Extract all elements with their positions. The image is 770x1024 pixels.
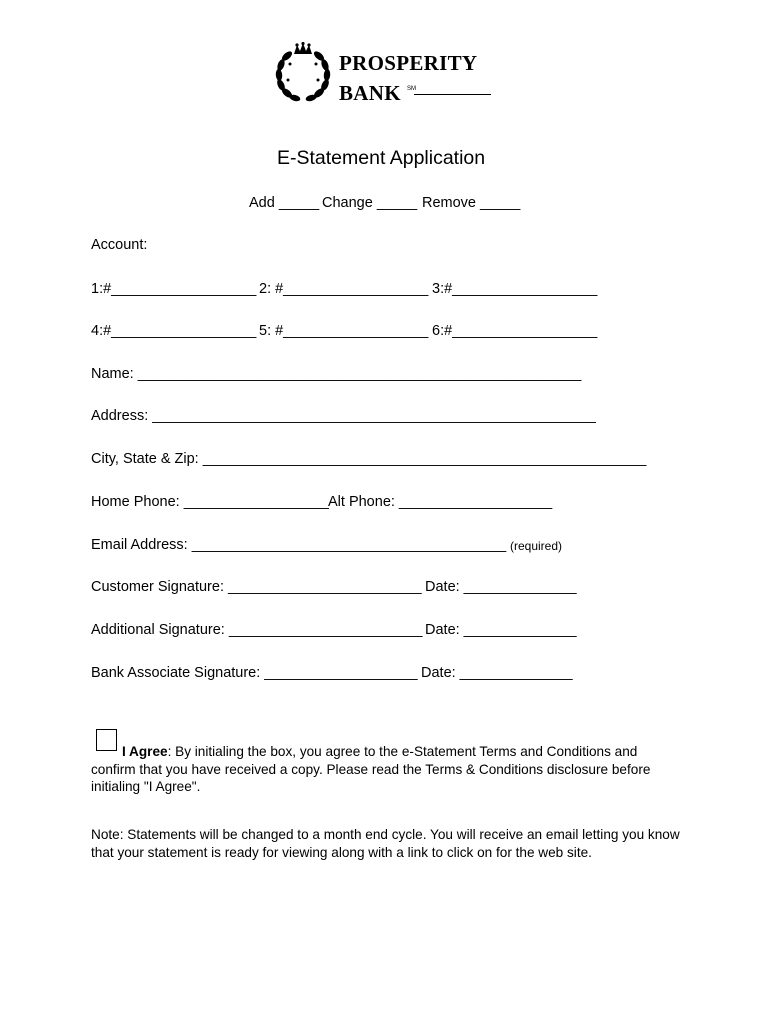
logo-name-line1: PROSPERITY (339, 51, 478, 75)
associate-date-field: Date: ______________ (421, 665, 573, 681)
customer-signature-field: Customer Signature: ________________________ (91, 579, 422, 595)
service-mark: SM (407, 86, 416, 92)
agree-text: : By initialing the box, you agree to the e-Statement Terms and Conditions and confirm that you have received a copy. Please read the Terms & Conditions disclosure before initialing "I Agree". (91, 744, 651, 794)
change-option: Change _____ (322, 195, 418, 211)
address-field: Address: _______________________________________________________ (91, 408, 596, 424)
name-field: Name: _______________________________________________________ (91, 366, 582, 382)
additional-signature-field: Additional Signature: ________________________ (91, 622, 423, 638)
logo-rule (414, 94, 491, 95)
account-field-5: 5: #__________________ (259, 323, 429, 339)
agree-paragraph (91, 743, 681, 796)
account-field-3: 3:#__________________ (432, 281, 598, 297)
remove-option: Remove _____ (422, 195, 521, 211)
note-paragraph: Note: Statements will be changed to a month end cycle. You will receive an email letting you know that your statement is ready for viewing along with a link to click on for the web site. (91, 827, 680, 860)
form-title: E-Statement Application (277, 147, 486, 169)
logo-name-line2: BANK (339, 81, 401, 105)
customer-date-field: Date: ______________ (425, 579, 577, 595)
agree-heading: I Agree (122, 744, 168, 759)
account-label: Account: (91, 237, 148, 253)
account-field-4: 4:#__________________ (91, 323, 257, 339)
additional-date-field: Date: ______________ (425, 622, 577, 638)
account-field-6: 6:#__________________ (432, 323, 598, 339)
city-state-zip-field: City, State & Zip: _______________________________________________________ (91, 451, 647, 467)
prosperity-bank-logo-emblem (273, 42, 333, 106)
alt-phone-field: Alt Phone: ___________________ (328, 494, 553, 510)
email-required-note: (required) (510, 539, 563, 553)
associate-signature-field: Bank Associate Signature: ___________________ (91, 665, 418, 681)
account-field-2: 2: #__________________ (259, 281, 429, 297)
home-phone-field: Home Phone: __________________ (91, 494, 329, 510)
email-field: Email Address: _______________________________________ (91, 537, 507, 553)
account-field-1: 1:#__________________ (91, 281, 257, 297)
add-option: Add _____ (249, 195, 320, 211)
